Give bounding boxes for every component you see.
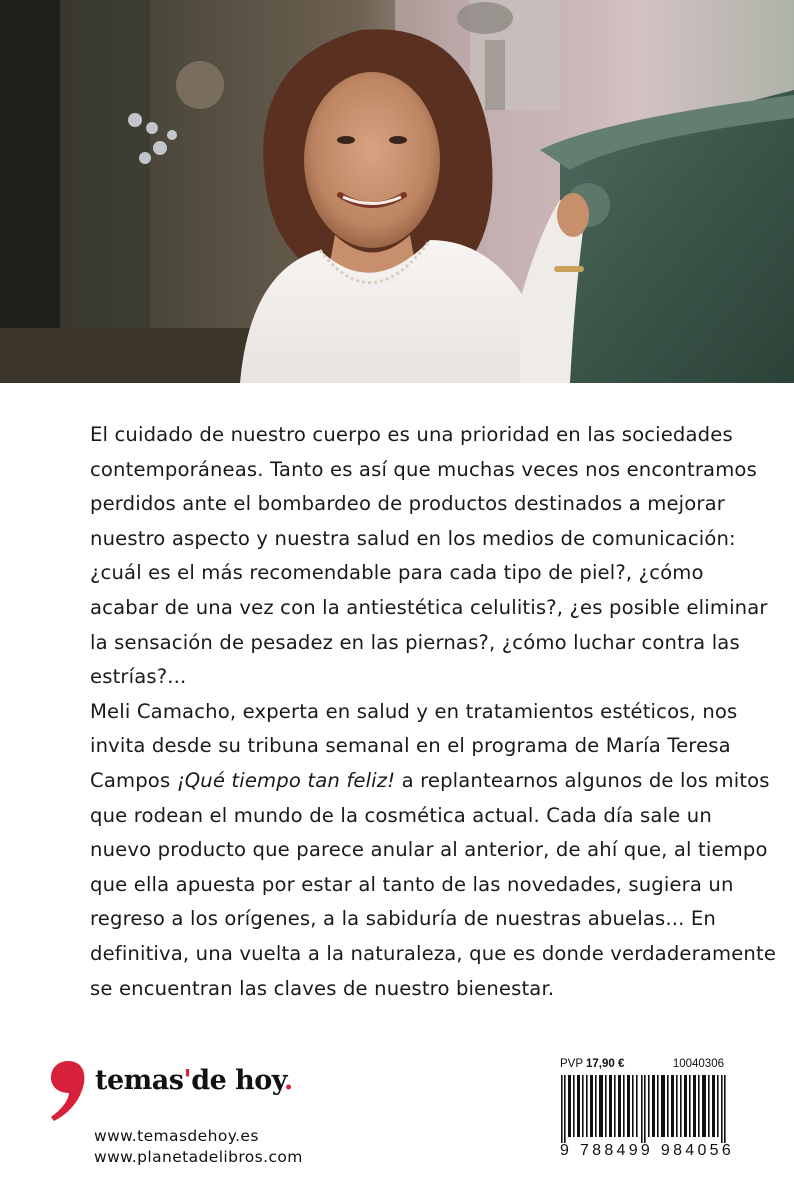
cover-photo <box>0 0 794 383</box>
program-title: ¡Qué tiempo tan feliz! <box>176 768 396 792</box>
publisher-name <box>95 1065 293 1096</box>
synopsis-line: que rodean el mundo de la cosmética actual. Cada día sale un <box>90 803 712 827</box>
synopsis-line: nuevo producto que parece anular al anterior, de ahí que, al tiempo <box>90 838 768 862</box>
publisher-name-mark: ' <box>183 1065 192 1096</box>
price-label <box>560 1058 624 1070</box>
pvp-label: PVP <box>560 1058 583 1070</box>
isbn-digits: 9 788499 984056 <box>560 1142 735 1159</box>
publisher-logo <box>44 1055 344 1125</box>
portrait-photo-illustration <box>0 0 794 383</box>
publisher-url[interactable]: www.planetadelibros.com <box>94 1148 303 1166</box>
synopsis-line-with-title <box>90 764 770 799</box>
synopsis-line: El cuidado de nuestro cuerpo es una prioridad en las sociedades <box>90 423 733 446</box>
synopsis <box>90 418 777 1006</box>
synopsis-line: perdidos ante el bombardeo de productos destinados a mejorar <box>90 492 725 516</box>
synopsis-line: definitiva, una vuelta a la naturaleza, que es donde verdaderamente <box>90 941 777 965</box>
synopsis-line: nuestro aspecto y nuestra salud en los medios de comunicación: <box>90 526 736 550</box>
synopsis-line: contemporáneas. Tanto es así que muchas veces nos encontramos <box>90 457 757 481</box>
price-barcode <box>560 1056 735 1166</box>
synopsis-line: Meli Camacho, experta en salud y en tratamientos estéticos, nos <box>90 699 738 723</box>
synopsis-line: que ella apuesta por estar al tanto de las novedades, sugiera un <box>90 872 734 896</box>
synopsis-line: invita desde su tribuna semanal en el programa de María Teresa <box>90 734 731 758</box>
synopsis-line: la sensación de pesadez en las piernas?, ¿cómo luchar contra las <box>90 630 740 654</box>
price-value: 17,90 € <box>586 1058 625 1070</box>
publisher-name-dot: . <box>283 1065 293 1096</box>
synopsis-line: regreso a los orígenes, a la sabiduría de nuestras abuelas... En <box>90 907 716 931</box>
publisher-urls <box>94 1126 303 1168</box>
synopsis-line: estrías?... <box>90 665 187 689</box>
synopsis-line: ¿cuál es el más recomendable para cada tipo de piel?, ¿cómo <box>90 561 704 585</box>
barcode-icon <box>560 1075 726 1143</box>
comma-logo-icon <box>48 1059 88 1123</box>
product-code: 10040306 <box>672 1058 724 1070</box>
publisher-name-part: de hoy <box>191 1065 284 1096</box>
publisher-name-part: temas <box>95 1065 184 1096</box>
publisher-url[interactable]: www.temasdehoy.es <box>94 1127 259 1145</box>
text-segment: a replantearnos algunos de los mitos <box>395 768 770 792</box>
synopsis-line: se encuentran las claves de nuestro bienestar. <box>90 976 555 1000</box>
text-segment: Campos <box>90 768 177 792</box>
synopsis-line: acabar de una vez con la antiestética celulitis?, ¿es posible eliminar <box>90 595 768 619</box>
